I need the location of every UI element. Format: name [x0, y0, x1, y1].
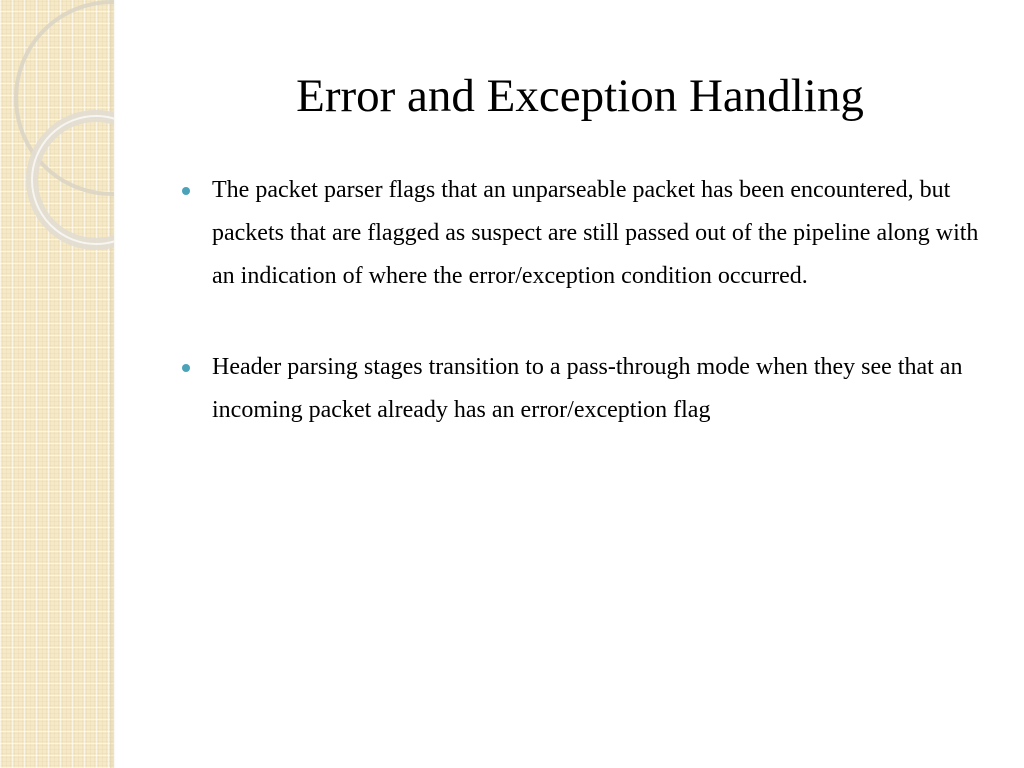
bullet-dot-icon [182, 364, 190, 372]
bullet-text: The packet parser flags that an unparseable packet has been encountered, but packets that are flagged as suspect are still passed out of the pipeline along with an indication of where the error/exception condition occurred. [212, 177, 979, 289]
decorative-rings [0, 0, 114, 260]
bullet-list [182, 169, 982, 480]
slide-title: Error and Exception Handling [296, 70, 864, 122]
bullet-item [182, 346, 982, 432]
bullet-item [182, 169, 982, 298]
bullet-dot-icon [182, 187, 190, 195]
decorative-ring-small [32, 116, 114, 244]
bullet-text: Header parsing stages transition to a pass-through mode when they see that an incoming packet already has an error/exception flag [212, 354, 963, 423]
